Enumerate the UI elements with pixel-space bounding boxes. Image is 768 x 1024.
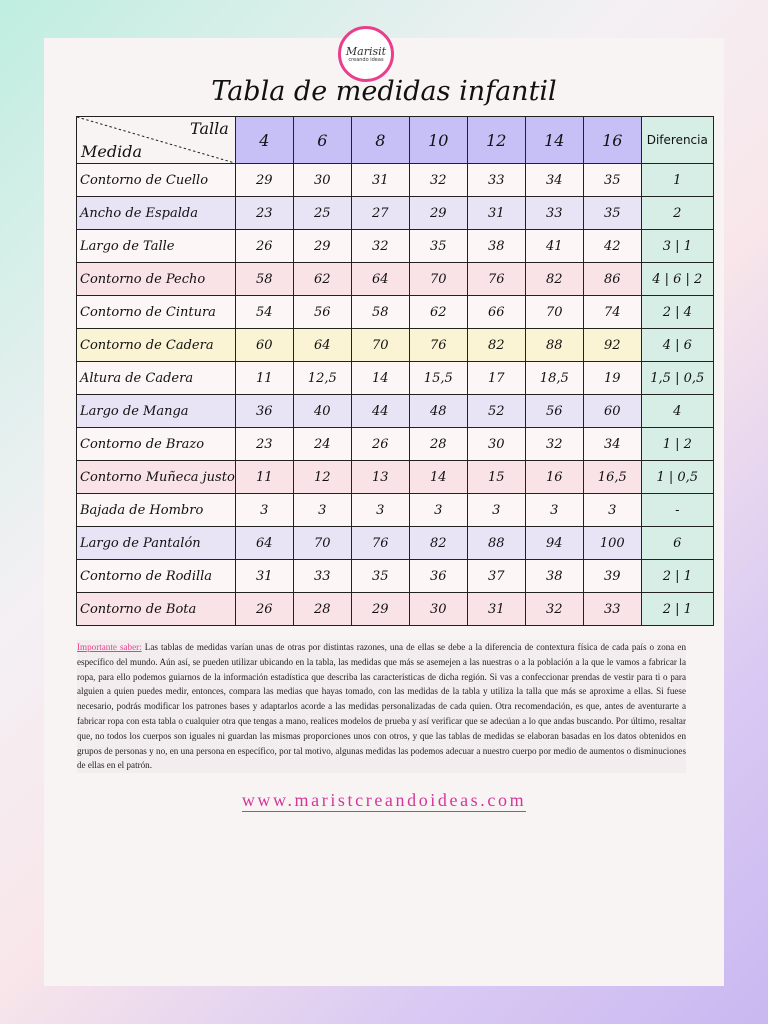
measure-value: 70 <box>525 296 583 329</box>
table-header-row <box>77 117 714 164</box>
table-row <box>77 263 714 296</box>
measurements-table <box>76 116 714 626</box>
measure-value: 28 <box>293 593 351 626</box>
measure-value: 3 <box>293 494 351 527</box>
measure-value: 60 <box>235 329 293 362</box>
measure-value: 94 <box>525 527 583 560</box>
measure-name: Contorno de Pecho <box>77 263 236 296</box>
measure-value: 3 <box>583 494 641 527</box>
measure-value: 38 <box>467 230 525 263</box>
measure-value: 14 <box>351 362 409 395</box>
measure-value: 62 <box>293 263 351 296</box>
measure-value: 64 <box>293 329 351 362</box>
difference-value: 2 | 4 <box>641 296 713 329</box>
measure-value: 23 <box>235 428 293 461</box>
measure-value: 17 <box>467 362 525 395</box>
measure-value: 34 <box>525 164 583 197</box>
measure-value: 70 <box>351 329 409 362</box>
table-body <box>77 164 714 626</box>
table-row <box>77 164 714 197</box>
measure-value: 34 <box>583 428 641 461</box>
measure-value: 18,5 <box>525 362 583 395</box>
measure-value: 12 <box>293 461 351 494</box>
measure-value: 64 <box>351 263 409 296</box>
measure-value: 31 <box>235 560 293 593</box>
measure-value: 70 <box>293 527 351 560</box>
measure-value: 32 <box>409 164 467 197</box>
measure-value: 16 <box>525 461 583 494</box>
measure-value: 12,5 <box>293 362 351 395</box>
table-row <box>77 230 714 263</box>
difference-value: - <box>641 494 713 527</box>
table-row <box>77 527 714 560</box>
measure-value: 92 <box>583 329 641 362</box>
measure-value: 35 <box>583 164 641 197</box>
measure-name: Ancho de Espalda <box>77 197 236 230</box>
measure-value: 25 <box>293 197 351 230</box>
difference-value: 4 | 6 | 2 <box>641 263 713 296</box>
measure-value: 16,5 <box>583 461 641 494</box>
measure-value: 56 <box>525 395 583 428</box>
measure-value: 88 <box>467 527 525 560</box>
measure-name: Contorno de Cuello <box>77 164 236 197</box>
measure-value: 41 <box>525 230 583 263</box>
measure-name: Contorno de Rodilla <box>77 560 236 593</box>
measure-value: 30 <box>293 164 351 197</box>
measure-value: 28 <box>409 428 467 461</box>
table-row <box>77 560 714 593</box>
measure-value: 82 <box>525 263 583 296</box>
measure-value: 32 <box>351 230 409 263</box>
difference-value: 1 <box>641 164 713 197</box>
corner-medida-label: Medida <box>81 142 142 161</box>
difference-value: 1 | 2 <box>641 428 713 461</box>
measure-value: 33 <box>525 197 583 230</box>
measure-value: 3 <box>409 494 467 527</box>
difference-value: 2 | 1 <box>641 560 713 593</box>
table-row <box>77 197 714 230</box>
table-row <box>77 428 714 461</box>
measure-value: 35 <box>583 197 641 230</box>
measure-value: 76 <box>467 263 525 296</box>
measure-value: 64 <box>235 527 293 560</box>
measure-value: 56 <box>293 296 351 329</box>
measure-value: 38 <box>525 560 583 593</box>
measure-value: 39 <box>583 560 641 593</box>
measure-value: 26 <box>235 593 293 626</box>
info-paragraph <box>77 640 686 773</box>
measure-value: 35 <box>409 230 467 263</box>
measure-value: 60 <box>583 395 641 428</box>
size-header-14: 14 <box>525 117 583 164</box>
size-header-12: 12 <box>467 117 525 164</box>
measure-value: 88 <box>525 329 583 362</box>
info-highlight: Importante saber: <box>77 642 142 652</box>
table-row <box>77 329 714 362</box>
size-header-10: 10 <box>409 117 467 164</box>
measure-value: 15 <box>467 461 525 494</box>
measure-value: 37 <box>467 560 525 593</box>
difference-value: 2 | 1 <box>641 593 713 626</box>
difference-value: 6 <box>641 527 713 560</box>
measure-value: 33 <box>583 593 641 626</box>
difference-header: Diferencia <box>641 117 713 164</box>
measure-value: 58 <box>351 296 409 329</box>
table-row <box>77 362 714 395</box>
measure-value: 30 <box>467 428 525 461</box>
measure-value: 29 <box>409 197 467 230</box>
info-text: Las tablas de medidas varían unas de otras por distintas razones, una de ellas se debe a la diferencia de contextura física de cada país o zona en específico del mundo. Aún así, se pueden utilizar ubicando en la tabla, las medidas que más se asemejen a las nuestras o a la población a la que le vamos a fabricar la ropa, para ello podemos guiarnos de la información estadística que describa las características de dicha región. Si vas a confeccionar prendas de vestir para ti o para alguien a quien puedes medir, entonces, compara las medias que hayas tomado, con las medidas de la tabla y utiliza la talla que más se aproxime a ellas. Si fuese necesario, podrás modificar los patrones bases y adaptarlos acorde a las medidas personalizadas de cada quien. Otra recomendación, es que, antes de aventurarte a fabricar ropa con esta tabla o cualquier otra que tengas a mano, realices modelos de prueba y así verificar que se adecúan a lo que andas buscando. Por último, resaltar que, no todos los cuerpos son iguales ni guardan las mismas proporciones unos con otros, y que las tablas de medidas se elaboran basadas en los datos obtenidos en grupos de personas y no, en una persona en específico, por tal motivo, algunas medidas las podemos adecuar a nuestro cuerpo por medio de aumentos o disminuciones de ellas en el patrón. <box>77 642 686 771</box>
measure-value: 82 <box>467 329 525 362</box>
table-row <box>77 494 714 527</box>
brand-logo <box>338 26 394 82</box>
measure-value: 31 <box>351 164 409 197</box>
measure-value: 31 <box>467 593 525 626</box>
measure-value: 32 <box>525 428 583 461</box>
measure-value: 3 <box>467 494 525 527</box>
table-corner-cell <box>77 117 236 164</box>
measure-value: 11 <box>235 362 293 395</box>
measure-value: 42 <box>583 230 641 263</box>
measure-value: 76 <box>351 527 409 560</box>
measure-value: 86 <box>583 263 641 296</box>
measure-value: 3 <box>525 494 583 527</box>
measure-value: 66 <box>467 296 525 329</box>
measure-value: 48 <box>409 395 467 428</box>
size-header-8: 8 <box>351 117 409 164</box>
measure-value: 76 <box>409 329 467 362</box>
table-row <box>77 593 714 626</box>
measure-value: 31 <box>467 197 525 230</box>
website-link[interactable]: www.maristcreandoideas.com <box>241 790 527 810</box>
measure-value: 82 <box>409 527 467 560</box>
measure-value: 23 <box>235 197 293 230</box>
difference-value: 4 | 6 <box>641 329 713 362</box>
measure-value: 74 <box>583 296 641 329</box>
measure-value: 35 <box>351 560 409 593</box>
measure-value: 44 <box>351 395 409 428</box>
measure-value: 33 <box>467 164 525 197</box>
measure-value: 54 <box>235 296 293 329</box>
table-row <box>77 296 714 329</box>
measure-name: Contorno de Bota <box>77 593 236 626</box>
difference-value: 2 <box>641 197 713 230</box>
measure-value: 32 <box>525 593 583 626</box>
measure-value: 15,5 <box>409 362 467 395</box>
measure-value: 3 <box>235 494 293 527</box>
measure-name: Altura de Cadera <box>77 362 236 395</box>
measure-value: 14 <box>409 461 467 494</box>
measure-value: 30 <box>409 593 467 626</box>
difference-value: 4 <box>641 395 713 428</box>
measure-value: 26 <box>351 428 409 461</box>
measure-value: 29 <box>351 593 409 626</box>
measure-value: 3 <box>351 494 409 527</box>
size-header-16: 16 <box>583 117 641 164</box>
measure-value: 52 <box>467 395 525 428</box>
website-link-wrap <box>0 790 768 811</box>
difference-value: 1 | 0,5 <box>641 461 713 494</box>
measure-name: Bajada de Hombro <box>77 494 236 527</box>
measure-value: 36 <box>235 395 293 428</box>
difference-value: 1,5 | 0,5 <box>641 362 713 395</box>
measure-value: 36 <box>409 560 467 593</box>
measure-name: Largo de Talle <box>77 230 236 263</box>
measure-name: Contorno de Brazo <box>77 428 236 461</box>
logo-name: Marisit <box>345 44 387 58</box>
measure-value: 58 <box>235 263 293 296</box>
measure-name: Largo de Pantalón <box>77 527 236 560</box>
measure-value: 13 <box>351 461 409 494</box>
measure-value: 29 <box>235 164 293 197</box>
measure-value: 19 <box>583 362 641 395</box>
difference-value: 3 | 1 <box>641 230 713 263</box>
measure-name: Contorno de Cintura <box>77 296 236 329</box>
table-row <box>77 461 714 494</box>
measure-value: 70 <box>409 263 467 296</box>
logo-subtitle: creando ideas <box>348 56 384 63</box>
size-header-6: 6 <box>293 117 351 164</box>
measure-name: Largo de Manga <box>77 395 236 428</box>
measure-value: 11 <box>235 461 293 494</box>
measure-value: 24 <box>293 428 351 461</box>
corner-talla-label: Talla <box>190 119 229 138</box>
measure-value: 33 <box>293 560 351 593</box>
measure-value: 100 <box>583 527 641 560</box>
size-header-4: 4 <box>235 117 293 164</box>
page-title: Tabla de medidas infantil <box>211 76 557 107</box>
measure-value: 40 <box>293 395 351 428</box>
measure-value: 62 <box>409 296 467 329</box>
measure-value: 26 <box>235 230 293 263</box>
measure-value: 29 <box>293 230 351 263</box>
table-row <box>77 395 714 428</box>
measure-value: 27 <box>351 197 409 230</box>
measure-name: Contorno de Cadera <box>77 329 236 362</box>
measure-name: Contorno Muñeca justo <box>77 461 236 494</box>
